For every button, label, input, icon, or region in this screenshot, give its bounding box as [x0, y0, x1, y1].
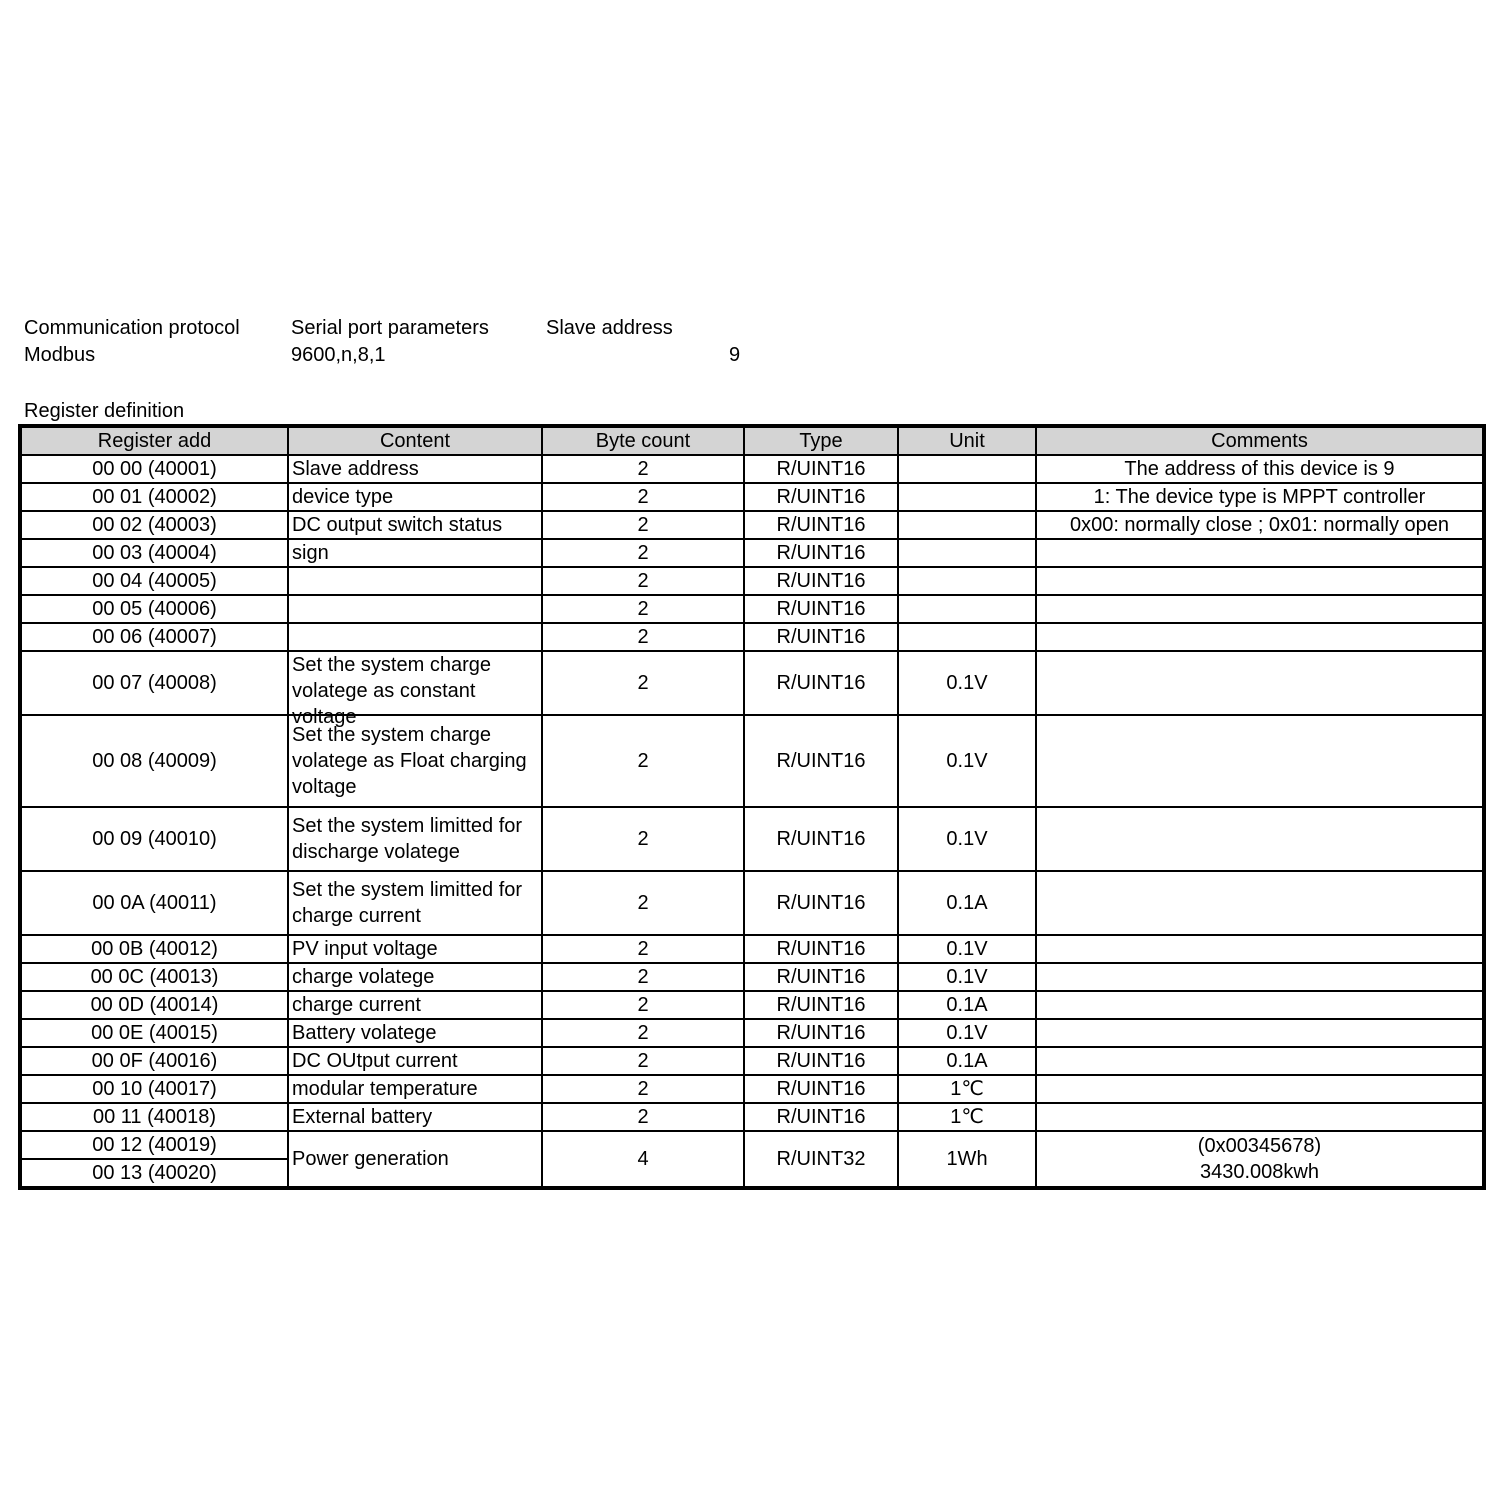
content-cell: Battery volatege: [288, 1019, 542, 1047]
content-cell: PV input voltage: [288, 935, 542, 963]
content-cell: Set the system limitted for charge current: [288, 871, 542, 935]
type-cell: R/UINT16: [744, 567, 898, 595]
col-header-byte-count: Byte count: [542, 426, 744, 455]
comment-cell: [1036, 963, 1484, 991]
content-cell: Power generation: [288, 1131, 542, 1188]
register-address-cell: 00 04 (40005): [20, 567, 288, 595]
type-cell: R/UINT16: [744, 651, 898, 715]
type-cell: R/UINT16: [744, 963, 898, 991]
byte-count-cell: 2: [542, 935, 744, 963]
register-address-cell: 00 09 (40010): [20, 807, 288, 871]
register-address-cell: 00 02 (40003): [20, 511, 288, 539]
byte-count-cell: 2: [542, 651, 744, 715]
register-address-cell: 00 11 (40018): [20, 1103, 288, 1131]
col-header-type: Type: [744, 426, 898, 455]
slave-address-value: 9: [729, 344, 741, 366]
unit-cell: [898, 539, 1036, 567]
register-address-cell: 00 12 (40019): [20, 1131, 288, 1159]
comment-cell: [1036, 539, 1484, 567]
content-text: Set the system charge volatege as constant voltage: [292, 654, 491, 728]
table-row: [20, 455, 1484, 483]
table-row: [20, 963, 1484, 991]
comment-cell: [1036, 623, 1484, 651]
section-title: Register definition: [24, 400, 185, 422]
comment-cell: [1036, 715, 1484, 807]
register-address-cell: 00 00 (40001): [20, 455, 288, 483]
slave-address-label: Slave address: [546, 317, 673, 339]
comment-cell: [1036, 871, 1484, 935]
table-row: [20, 483, 1484, 511]
register-address-cell: 00 07 (40008): [20, 651, 288, 715]
byte-count-cell: 2: [542, 963, 744, 991]
register-address-cell: 00 13 (40020): [20, 1159, 288, 1188]
type-cell: R/UINT16: [744, 595, 898, 623]
register-address-cell: 00 0B (40012): [20, 935, 288, 963]
byte-count-cell: 2: [542, 1075, 744, 1103]
type-cell: R/UINT16: [744, 539, 898, 567]
unit-cell: [898, 567, 1036, 595]
unit-cell: 1Wh: [898, 1131, 1036, 1188]
col-header-content: Content: [288, 426, 542, 455]
type-cell: R/UINT16: [744, 935, 898, 963]
table-row: [20, 1131, 1484, 1159]
byte-count-cell: 2: [542, 483, 744, 511]
register-address-cell: 00 01 (40002): [20, 483, 288, 511]
comment-cell: [1036, 991, 1484, 1019]
content-cell: modular temperature: [288, 1075, 542, 1103]
content-cell: Set the system limitted for discharge volatege: [288, 807, 542, 871]
content-cell: charge volatege: [288, 963, 542, 991]
unit-cell: [898, 595, 1036, 623]
byte-count-cell: 2: [542, 455, 744, 483]
register-address-cell: 00 0A (40011): [20, 871, 288, 935]
table-header-row: [20, 426, 1484, 455]
unit-cell: 0.1A: [898, 871, 1036, 935]
comment-cell: [1036, 1019, 1484, 1047]
content-cell: [288, 623, 542, 651]
table-row: [20, 1103, 1484, 1131]
register-address-cell: 00 0D (40014): [20, 991, 288, 1019]
protocol-label: Communication protocol: [24, 317, 240, 339]
comment-cell: [1036, 1131, 1484, 1188]
comment-cell: [1036, 567, 1484, 595]
unit-cell: [898, 483, 1036, 511]
type-cell: R/UINT16: [744, 1019, 898, 1047]
content-cell: DC OUtput current: [288, 1047, 542, 1075]
type-cell: R/UINT16: [744, 483, 898, 511]
byte-count-cell: 2: [542, 511, 744, 539]
comment-cell: 1: The device type is MPPT controller: [1036, 483, 1484, 511]
comment-line: (0x00345678): [1197, 1135, 1322, 1157]
table-row: [20, 567, 1484, 595]
register-address-cell: 00 03 (40004): [20, 539, 288, 567]
unit-cell: 1℃: [898, 1103, 1036, 1131]
protocol-value: Modbus: [24, 344, 96, 366]
table-row: [20, 807, 1484, 871]
content-cell: Slave address: [288, 455, 542, 483]
byte-count-cell: 4: [542, 1131, 744, 1188]
register-address-cell: 00 0E (40015): [20, 1019, 288, 1047]
byte-count-cell: 2: [542, 595, 744, 623]
content-cell: External battery: [288, 1103, 542, 1131]
comment-cell: [1036, 1075, 1484, 1103]
serial-port-value: 9600,n,8,1: [291, 344, 386, 366]
comment-cell: The address of this device is 9: [1036, 455, 1484, 483]
unit-cell: 1℃: [898, 1075, 1036, 1103]
register-address-cell: 00 05 (40006): [20, 595, 288, 623]
content-cell: device type: [288, 483, 542, 511]
content-cell: charge current: [288, 991, 542, 1019]
unit-cell: [898, 623, 1036, 651]
unit-cell: 0.1A: [898, 1047, 1036, 1075]
byte-count-cell: 2: [542, 991, 744, 1019]
unit-cell: 0.1V: [898, 651, 1036, 715]
table-row: [20, 871, 1484, 935]
comment-line: 3430.008kwh: [1200, 1161, 1319, 1183]
type-cell: R/UINT16: [744, 1047, 898, 1075]
content-cell: Set the system charge volatege as Float charging voltage: [288, 715, 542, 807]
col-header-register-add: Register add: [20, 426, 288, 455]
table-row: [20, 1047, 1484, 1075]
byte-count-cell: 2: [542, 539, 744, 567]
table-row: [20, 511, 1484, 539]
table-row: [20, 991, 1484, 1019]
content-cell: DC output switch status: [288, 511, 542, 539]
byte-count-cell: 2: [542, 807, 744, 871]
table-row: [20, 715, 1484, 807]
unit-cell: 0.1A: [898, 991, 1036, 1019]
type-cell: R/UINT16: [744, 807, 898, 871]
unit-cell: 0.1V: [898, 935, 1036, 963]
byte-count-cell: 2: [542, 1047, 744, 1075]
register-address-cell: 00 0C (40013): [20, 963, 288, 991]
type-cell: R/UINT16: [744, 991, 898, 1019]
comment-cell: 0x00: normally close ; 0x01: normally open: [1036, 511, 1484, 539]
type-cell: R/UINT32: [744, 1131, 898, 1188]
register-address-cell: 00 06 (40007): [20, 623, 288, 651]
unit-cell: 0.1V: [898, 807, 1036, 871]
byte-count-cell: 2: [542, 871, 744, 935]
comment-cell: [1036, 651, 1484, 715]
comment-cell: [1036, 935, 1484, 963]
byte-count-cell: 2: [542, 623, 744, 651]
content-cell: sign: [288, 539, 542, 567]
type-cell: R/UINT16: [744, 623, 898, 651]
type-cell: R/UINT16: [744, 511, 898, 539]
comment-cell: [1036, 1103, 1484, 1131]
content-cell: [288, 595, 542, 623]
table-row: [20, 1075, 1484, 1103]
type-cell: R/UINT16: [744, 715, 898, 807]
unit-cell: 0.1V: [898, 1019, 1036, 1047]
register-table: [18, 424, 1486, 1190]
table-row: [20, 595, 1484, 623]
table-row: [20, 651, 1484, 715]
table-row: [20, 935, 1484, 963]
type-cell: R/UINT16: [744, 1103, 898, 1131]
type-cell: R/UINT16: [744, 455, 898, 483]
comment-cell: [1036, 595, 1484, 623]
comment-cell: [1036, 807, 1484, 871]
table-row: [20, 539, 1484, 567]
table-row: [20, 623, 1484, 651]
col-header-comments: Comments: [1036, 426, 1484, 455]
type-cell: R/UINT16: [744, 871, 898, 935]
register-address-cell: 00 08 (40009): [20, 715, 288, 807]
comment-cell: [1036, 1047, 1484, 1075]
unit-cell: [898, 455, 1036, 483]
serial-port-label: Serial port parameters: [291, 317, 489, 339]
byte-count-cell: 2: [542, 567, 744, 595]
unit-cell: [898, 511, 1036, 539]
type-cell: R/UINT16: [744, 1075, 898, 1103]
content-cell: [288, 567, 542, 595]
table-row: [20, 1019, 1484, 1047]
byte-count-cell: 2: [542, 715, 744, 807]
unit-cell: 0.1V: [898, 963, 1036, 991]
col-header-unit: Unit: [898, 426, 1036, 455]
register-address-cell: 00 10 (40017): [20, 1075, 288, 1103]
unit-cell: 0.1V: [898, 715, 1036, 807]
content-cell: [288, 651, 542, 728]
byte-count-cell: 2: [542, 1103, 744, 1131]
byte-count-cell: 2: [542, 1019, 744, 1047]
register-address-cell: 00 0F (40016): [20, 1047, 288, 1075]
